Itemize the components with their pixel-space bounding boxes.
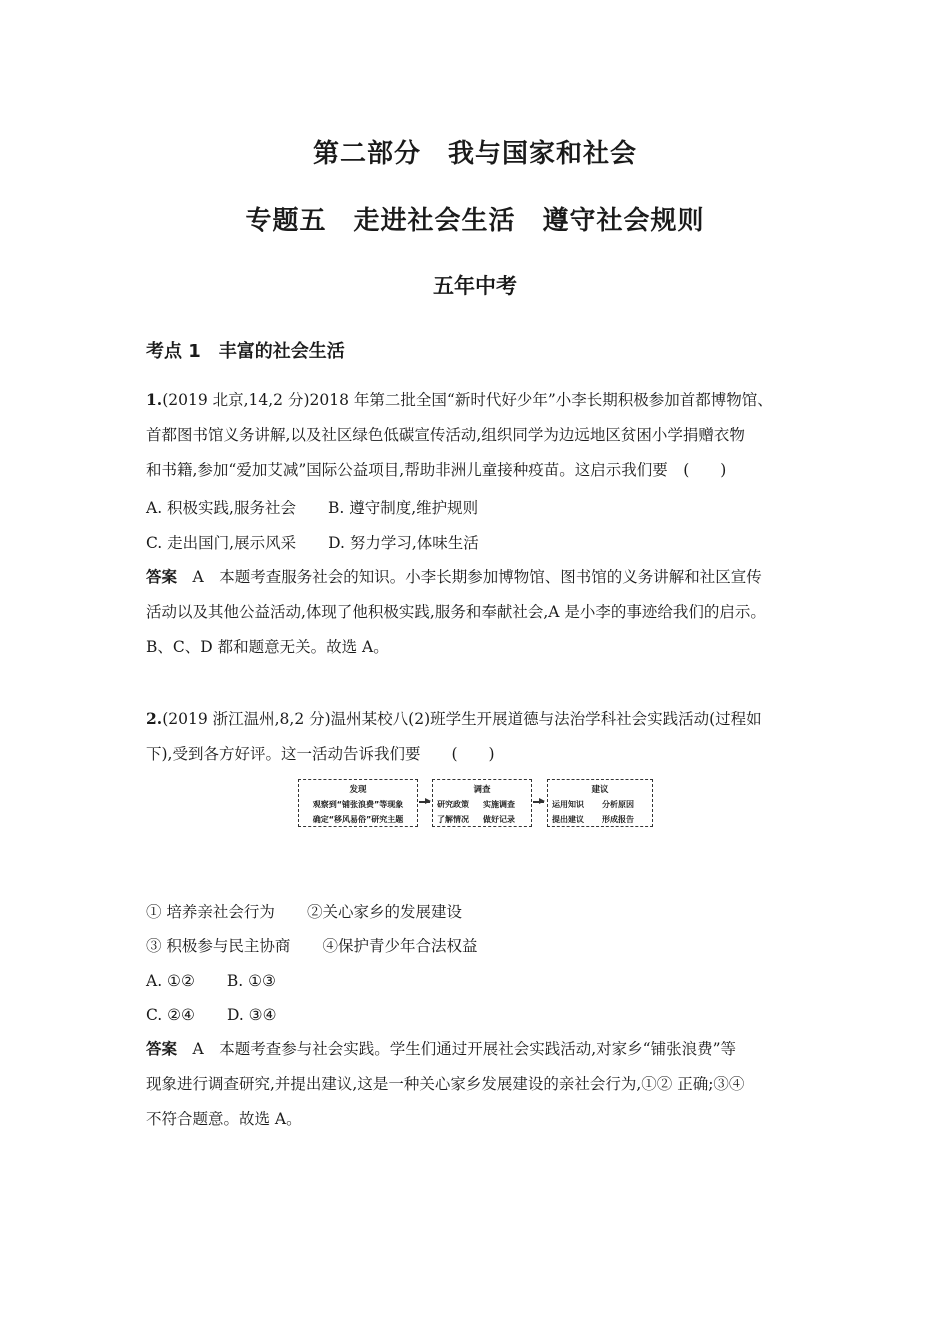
answer-line: 答案 A 本题考查服务社会的知识。小李长期参加博物馆、图书馆的义务讲解和社区宣传 bbox=[146, 568, 762, 586]
process-diagram bbox=[298, 779, 654, 829]
statement-2: ②关心家乡的发展建设 bbox=[306, 903, 462, 921]
diagram-box-investigate: 调查 研究政策 实施调查 了解情况 做好记录 bbox=[432, 779, 532, 827]
question-2-line: 2.(2019 浙江温州,8,2 分)温州某校八(2)班学生开展道德与法治学科社会实践活动(过程如 bbox=[146, 709, 762, 728]
question-1-answer bbox=[146, 560, 811, 665]
arrow-icon bbox=[533, 801, 544, 803]
answer-label: 答案 bbox=[146, 1040, 178, 1058]
option-c: C. 走出国门,展示风采 bbox=[146, 534, 297, 552]
statement-3: ③ 积极参与民主协商 bbox=[146, 937, 291, 955]
question-number: 2. bbox=[146, 709, 163, 728]
option-d: D. 努力学习,体味生活 bbox=[328, 534, 479, 552]
answer-line: 现象进行调查研究,并提出建议,这是一种关心家乡发展建设的亲社会行为,①② 正确;③④ bbox=[146, 1075, 745, 1093]
option-c: C. ②④ bbox=[146, 1006, 195, 1024]
question-1-line: 首都图书馆义务讲解,以及社区绿色低碳宣传活动,组织同学为边远地区贫困小学捐赠衣物 bbox=[146, 426, 745, 444]
option-a: A. ①② bbox=[146, 972, 195, 990]
answer-label: 答案 bbox=[146, 568, 178, 586]
diagram-box-discover: 发现 观察到“铺张浪费”等现象 确定“移风易俗”研究主题 bbox=[298, 779, 418, 827]
question-2-options-row bbox=[146, 969, 276, 993]
question-number: 1. bbox=[146, 390, 163, 409]
answer-line: B、C、D 都和题意无关。故选 A。 bbox=[146, 638, 389, 656]
diagram-box-suggest: 建议 运用知识 分析原因 提出建议 形成报告 bbox=[547, 779, 653, 827]
option-b: B. ①③ bbox=[226, 972, 276, 990]
statement-4: ④保护青少年合法权益 bbox=[322, 937, 478, 955]
option-d: D. ③④ bbox=[226, 1006, 277, 1024]
section-title: 考点 1 丰富的社会生活 bbox=[146, 341, 345, 362]
answer-line: 不符合题意。故选 A。 bbox=[146, 1110, 302, 1128]
topic-title: 专题五 走进社会生活 遵守社会规则 bbox=[245, 206, 705, 236]
question-1-line: 和书籍,参加“爱加艾减”国际公益项目,帮助非洲儿童接种疫苗。这启示我们要 ( ) bbox=[146, 461, 727, 479]
question-1-options-row bbox=[146, 496, 478, 520]
option-a: A. 积极实践,服务社会 bbox=[146, 499, 296, 517]
subtitle: 五年中考 bbox=[433, 274, 517, 298]
question-2-answer bbox=[146, 1032, 811, 1137]
statements-row bbox=[146, 900, 462, 924]
statements-row bbox=[146, 934, 477, 958]
question-1-stem bbox=[146, 382, 811, 488]
question-1-line: 1.(2019 北京,14,2 分)2018 年第二批全国“新时代好少年”小李长期积极参加首都博物馆、 bbox=[146, 390, 773, 409]
question-2-options-row bbox=[146, 1003, 276, 1027]
answer-line: 活动以及其他公益活动,体现了他积极实践,服务和奉献社会,A 是小李的事迹给我们的启示。 bbox=[146, 603, 766, 621]
question-2-stem bbox=[146, 701, 811, 772]
question-2-line: 下),受到各方好评。这一活动告诉我们要 ( ) bbox=[146, 745, 495, 763]
option-b: B. 遵守制度,维护规则 bbox=[327, 499, 479, 517]
answer-line: 答案 A 本题考查参与社会实践。学生们通过开展社会实践活动,对家乡“铺张浪费”等 bbox=[146, 1040, 737, 1058]
statement-1: ① 培养亲社会行为 bbox=[146, 903, 275, 921]
part-title: 第二部分 我与国家和社会 bbox=[312, 139, 637, 169]
question-1-options-row bbox=[146, 531, 479, 555]
arrow-icon bbox=[419, 801, 430, 803]
